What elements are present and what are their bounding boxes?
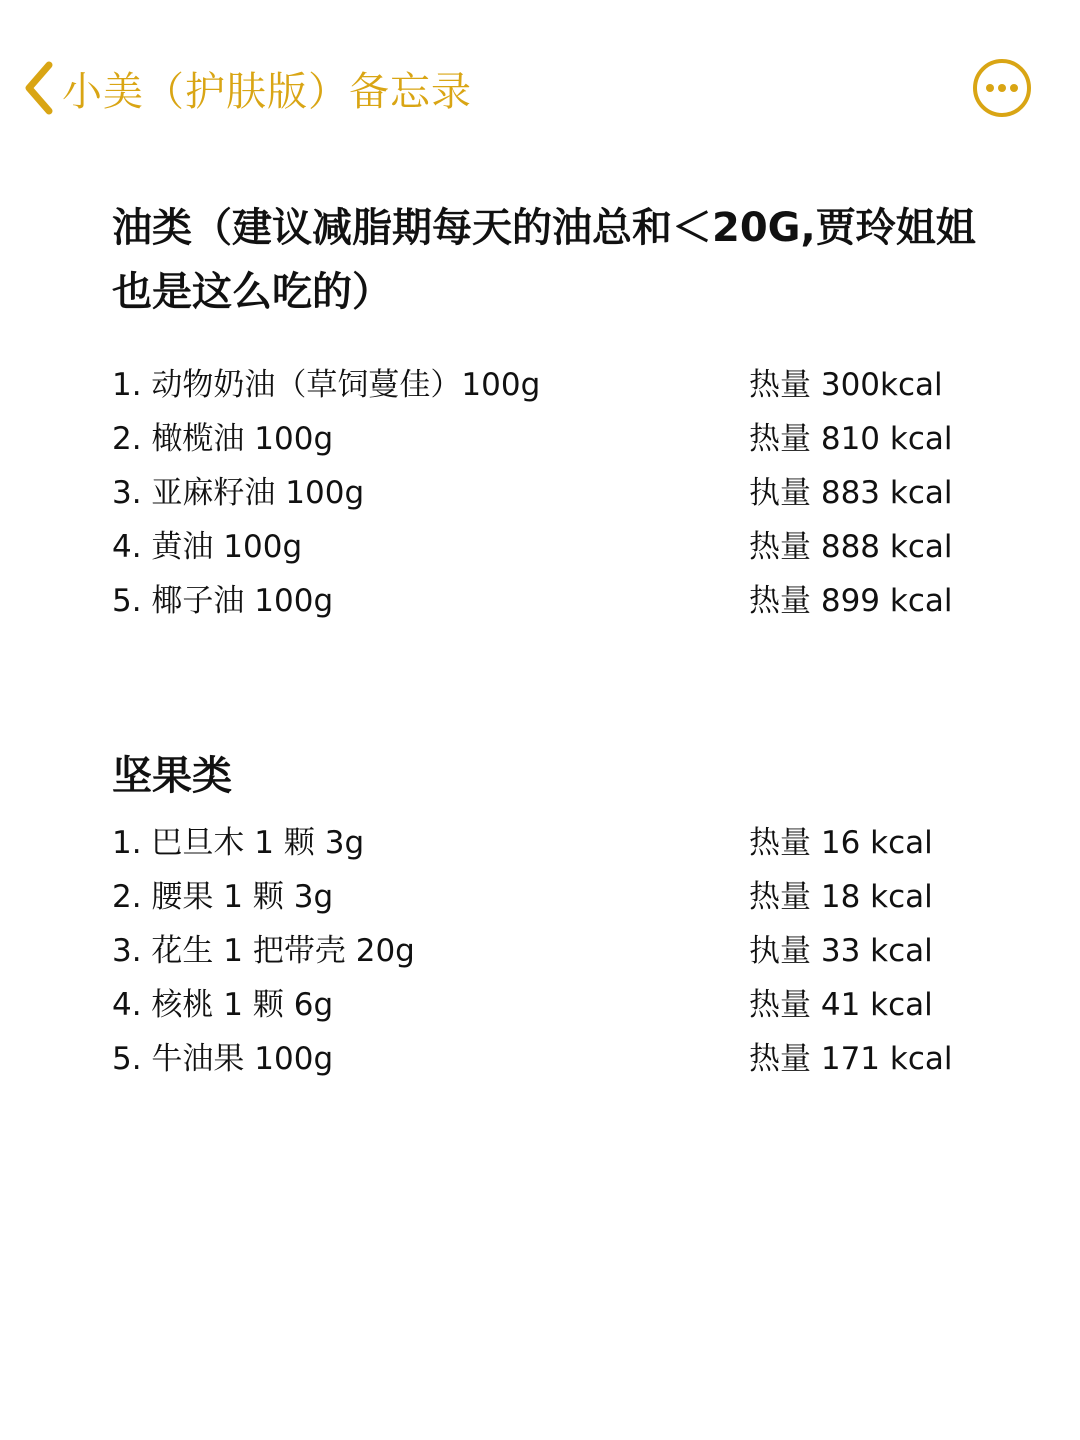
item-calories: 热量 16 kcal: [749, 825, 933, 861]
item-calories: 热量 810 kcal: [749, 421, 953, 457]
item-name: 1. 巴旦木 1 颗 3g: [112, 825, 365, 861]
item-name: 1. 动物奶油（草饲蔓佳）100g: [112, 367, 541, 403]
item-calories: 执量 33 kcal: [749, 933, 933, 969]
list-item: [112, 870, 1012, 924]
item-calories: 执量 883 kcal: [749, 475, 953, 511]
list-item: [112, 816, 1012, 870]
more-options-button[interactable]: [972, 58, 1032, 118]
oil-list: [112, 358, 1012, 628]
item-name: 2. 腰果 1 颗 3g: [112, 879, 334, 915]
more-horizontal-icon: [972, 103, 1032, 122]
list-item: [112, 574, 1012, 628]
item-name: 5. 椰子油 100g: [112, 583, 334, 619]
item-calories: 热量 899 kcal: [749, 583, 953, 619]
list-item: [112, 520, 1012, 574]
list-item: [112, 978, 1012, 1032]
item-name: 4. 黄油 100g: [112, 529, 303, 565]
item-calories: 热量 18 kcal: [749, 879, 933, 915]
section-title-nuts: 坚果类: [112, 753, 232, 799]
list-item: [112, 924, 1012, 978]
chevron-left-icon: [22, 59, 56, 117]
item-name: 2. 橄榄油 100g: [112, 421, 334, 457]
item-calories: 热量 888 kcal: [749, 529, 953, 565]
list-item: [112, 466, 1012, 520]
item-calories: 热量 171 kcal: [749, 1041, 953, 1077]
item-name: 3. 亚麻籽油 100g: [112, 475, 365, 511]
item-name: 5. 牛油果 100g: [112, 1041, 334, 1077]
item-name: 3. 花生 1 把带壳 20g: [112, 933, 415, 969]
navigation-bar: [0, 0, 1080, 175]
note-content[interactable]: [112, 196, 1012, 1086]
item-calories: 热量 300kcal: [749, 367, 943, 403]
section-title-oils: 油类（建议减脂期每天的油总和＜20G,贾玲姐姐也是这么吃的）: [112, 205, 976, 315]
nut-list: [112, 816, 1012, 1086]
list-item: [112, 358, 1012, 412]
item-calories: 热量 41 kcal: [749, 987, 933, 1023]
item-name: 4. 核桃 1 颗 6g: [112, 987, 334, 1023]
back-button[interactable]: [22, 56, 472, 120]
list-item: [112, 1032, 1012, 1086]
list-item: [112, 412, 1012, 466]
back-label: 小美（护肤版）备忘录: [62, 68, 472, 115]
